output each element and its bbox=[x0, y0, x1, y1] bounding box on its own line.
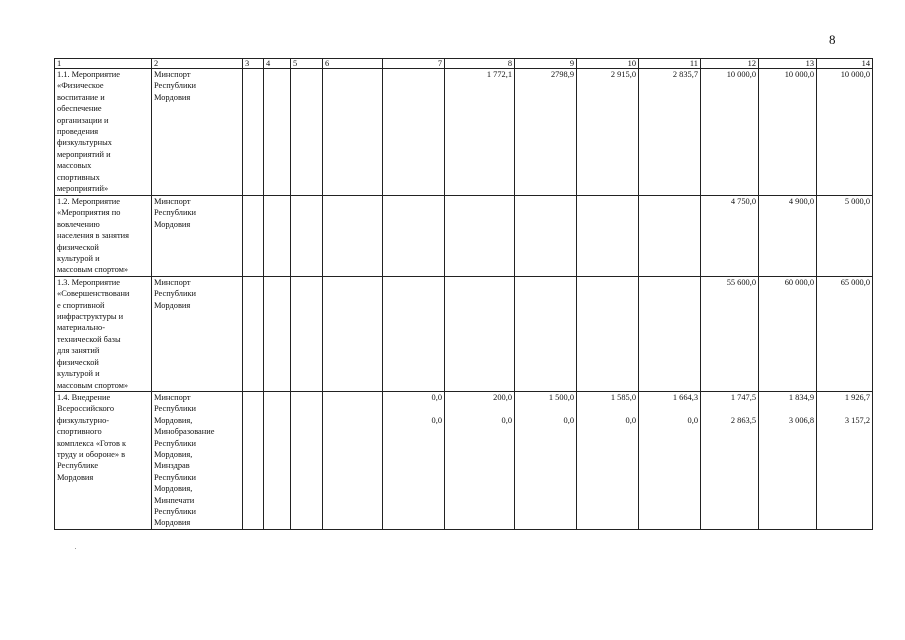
funding-value: 2 915,0 bbox=[610, 70, 636, 79]
executor-line: Минобразование bbox=[154, 427, 215, 437]
column-header-2: 2 bbox=[152, 59, 243, 69]
funding-value: 4 750,0 bbox=[730, 197, 756, 206]
funding-value: 1 772,1 bbox=[486, 70, 512, 79]
funding-value-secondary: 0,0 bbox=[687, 416, 698, 426]
measure-name-line: физкультурных bbox=[57, 138, 112, 148]
column-header-3: 3 bbox=[243, 59, 264, 69]
value-cell-col-7 bbox=[383, 69, 445, 196]
measure-name-line: инфраструктуры и bbox=[57, 312, 124, 322]
measure-name-line: комплекса «Готов к bbox=[57, 438, 127, 448]
value-cell-col-8 bbox=[445, 69, 515, 196]
value-cell-col-9 bbox=[515, 196, 577, 277]
measure-name-line: «Физическое bbox=[57, 81, 104, 91]
column-header-13: 13 bbox=[759, 59, 817, 69]
value-cell-col-4 bbox=[264, 69, 291, 196]
speck-mark bbox=[75, 548, 76, 549]
column-header-14: 14 bbox=[817, 59, 873, 69]
measure-name-line: массовым спортом» bbox=[57, 380, 129, 390]
measure-name-line: массовых bbox=[57, 161, 92, 171]
measure-name-cell bbox=[55, 196, 152, 277]
column-header-8: 8 bbox=[445, 59, 515, 69]
page-number: 8 bbox=[829, 32, 836, 47]
executor-line: Республики bbox=[154, 404, 197, 414]
value-cell-col-10 bbox=[577, 391, 639, 529]
value-cell-col-4 bbox=[264, 276, 291, 391]
value-cell-col-11 bbox=[639, 196, 701, 277]
value-cell-col-8 bbox=[445, 391, 515, 529]
value-cell-col-14 bbox=[817, 196, 873, 277]
funding-value: 55 600,0 bbox=[726, 277, 756, 287]
funding-value: 2798,9 bbox=[550, 70, 574, 79]
value-cell-col-5 bbox=[291, 276, 323, 391]
value-cell-col-6 bbox=[323, 196, 383, 277]
executor-line: Мордовия, bbox=[154, 484, 193, 494]
executor-line: Минспорт bbox=[154, 277, 191, 287]
executor-line: Мордовия, bbox=[154, 449, 193, 459]
funding-value: 1 834,9 bbox=[788, 392, 814, 402]
column-header-9: 9 bbox=[515, 59, 577, 69]
measure-name-line: обеспечение bbox=[57, 104, 102, 114]
funding-value-secondary: 0,0 bbox=[563, 416, 574, 426]
measure-name-line: мероприятий» bbox=[57, 184, 109, 194]
value-cell-col-11 bbox=[639, 276, 701, 391]
funding-value: 2 835,7 bbox=[672, 70, 698, 79]
measure-name-line: мероприятий и bbox=[57, 149, 111, 159]
measure-name-line: проведения bbox=[57, 127, 99, 137]
executor-line: Мордовия bbox=[154, 92, 191, 102]
value-cell-col-6 bbox=[323, 276, 383, 391]
measure-name-line: для занятий bbox=[57, 346, 100, 356]
measure-name-cell bbox=[55, 276, 152, 391]
executor-cell bbox=[152, 196, 243, 277]
table-row bbox=[55, 391, 873, 529]
funding-value: 1 664,3 bbox=[672, 392, 698, 402]
measure-name-line: массовым спортом» bbox=[57, 265, 129, 275]
value-cell-col-6 bbox=[323, 391, 383, 529]
executor-line: Минпечати bbox=[154, 495, 195, 505]
funding-value: 10 000,0 bbox=[840, 70, 870, 79]
measure-name-line: спортивных bbox=[57, 172, 100, 182]
column-header-1: 1 bbox=[55, 59, 152, 69]
measure-name-line: 1.2. Мероприятие bbox=[57, 197, 120, 206]
measure-name-line: спортивного bbox=[57, 427, 102, 437]
funding-value-secondary: 0,0 bbox=[501, 416, 512, 426]
value-cell-col-3 bbox=[243, 391, 264, 529]
value-cell-col-10 bbox=[577, 69, 639, 196]
measure-name-line: культурой и bbox=[57, 369, 100, 379]
value-cell-col-10 bbox=[577, 196, 639, 277]
executor-line: Минздрав bbox=[154, 461, 190, 471]
column-header-6: 6 bbox=[323, 59, 383, 69]
measure-name-cell bbox=[55, 69, 152, 196]
value-cell-col-12 bbox=[701, 391, 759, 529]
value-cell-col-12 bbox=[701, 69, 759, 196]
executor-line: Минспорт bbox=[154, 197, 191, 206]
value-cell-col-4 bbox=[264, 391, 291, 529]
measure-name-line: организации и bbox=[57, 115, 109, 125]
executor-cell bbox=[152, 69, 243, 196]
executor-cell bbox=[152, 391, 243, 529]
value-cell-col-11 bbox=[639, 391, 701, 529]
value-cell-col-3 bbox=[243, 276, 264, 391]
value-cell-col-13 bbox=[759, 391, 817, 529]
value-cell-col-9 bbox=[515, 276, 577, 391]
funding-value: 10 000,0 bbox=[784, 70, 814, 79]
funding-value: 200,0 bbox=[493, 392, 512, 402]
executor-line: Минспорт bbox=[154, 392, 191, 402]
value-cell-col-12 bbox=[701, 276, 759, 391]
value-cell-col-9 bbox=[515, 69, 577, 196]
measure-name-line: материально- bbox=[57, 323, 106, 333]
value-cell-col-14 bbox=[817, 276, 873, 391]
value-cell-col-5 bbox=[291, 196, 323, 277]
executor-line: Мордовия bbox=[154, 219, 191, 229]
executor-line: Республики bbox=[154, 208, 197, 218]
measure-name-line: вовлечению bbox=[57, 219, 100, 229]
measure-name-line: е спортивной bbox=[57, 300, 105, 310]
measure-name-line: «Совершенствовани bbox=[57, 289, 130, 299]
column-header-4: 4 bbox=[264, 59, 291, 69]
measure-name-line: Всероссийского bbox=[57, 404, 115, 414]
measure-name-line: воспитание и bbox=[57, 92, 105, 102]
value-cell-col-7 bbox=[383, 276, 445, 391]
measure-name-line: физической bbox=[57, 242, 99, 252]
column-header-11: 11 bbox=[639, 59, 701, 69]
value-cell-col-7 bbox=[383, 391, 445, 529]
value-cell-col-11 bbox=[639, 69, 701, 196]
measure-name-line: труду и обороне» в bbox=[57, 449, 126, 459]
value-cell-col-10 bbox=[577, 276, 639, 391]
executor-line: Республики bbox=[154, 506, 197, 516]
measure-name-line: технической базы bbox=[57, 334, 121, 344]
funding-value: 0,0 bbox=[431, 392, 442, 402]
measure-name-cell bbox=[55, 391, 152, 529]
table-row bbox=[55, 69, 873, 196]
value-cell-col-13 bbox=[759, 69, 817, 196]
table-row bbox=[55, 276, 873, 391]
funding-value: 1 585,0 bbox=[610, 392, 636, 402]
budget-table bbox=[54, 58, 873, 530]
funding-value-secondary: 0,0 bbox=[431, 416, 442, 426]
column-header-10: 10 bbox=[577, 59, 639, 69]
value-cell-col-5 bbox=[291, 391, 323, 529]
measure-name-line: физкультурно- bbox=[57, 415, 110, 425]
executor-line: Республики bbox=[154, 472, 197, 482]
funding-value-secondary: 3 157,2 bbox=[844, 416, 870, 426]
value-cell-col-8 bbox=[445, 196, 515, 277]
funding-value: 1 926,7 bbox=[844, 392, 870, 402]
measure-name-line: Мордовия bbox=[57, 472, 94, 482]
executor-line: Республики bbox=[154, 81, 197, 91]
value-cell-col-3 bbox=[243, 196, 264, 277]
value-cell-col-4 bbox=[264, 196, 291, 277]
value-cell-col-14 bbox=[817, 69, 873, 196]
value-cell-col-5 bbox=[291, 69, 323, 196]
executor-line: Мордовия bbox=[154, 518, 191, 528]
funding-value: 60 000,0 bbox=[784, 277, 814, 287]
table-row bbox=[55, 196, 873, 277]
value-cell-col-6 bbox=[323, 69, 383, 196]
column-header-7: 7 bbox=[383, 59, 445, 69]
value-cell-col-9 bbox=[515, 391, 577, 529]
value-cell-col-13 bbox=[759, 196, 817, 277]
executor-line: Республики bbox=[154, 289, 197, 299]
executor-line: Минспорт bbox=[154, 70, 191, 79]
executor-line: Мордовия, bbox=[154, 415, 193, 425]
executor-line: Мордовия bbox=[154, 300, 191, 310]
value-cell-col-12 bbox=[701, 196, 759, 277]
measure-name-line: населения в занятия bbox=[57, 231, 129, 241]
funding-value: 4 900,0 bbox=[788, 197, 814, 206]
funding-value: 1 747,5 bbox=[730, 392, 756, 402]
measure-name-line: физической bbox=[57, 357, 99, 367]
measure-name-line: 1.1. Мероприятие bbox=[57, 70, 120, 79]
funding-value: 5 000,0 bbox=[844, 197, 870, 206]
funding-value: 10 000,0 bbox=[726, 70, 756, 79]
value-cell-col-13 bbox=[759, 276, 817, 391]
column-header-12: 12 bbox=[701, 59, 759, 69]
header-row bbox=[55, 59, 873, 69]
measure-name-line: культурой и bbox=[57, 254, 100, 264]
funding-value-secondary: 3 006,8 bbox=[788, 416, 814, 426]
value-cell-col-3 bbox=[243, 69, 264, 196]
funding-value-secondary: 0,0 bbox=[625, 416, 636, 426]
executor-cell bbox=[152, 276, 243, 391]
funding-value: 1 500,0 bbox=[548, 392, 574, 402]
executor-line: Республики bbox=[154, 438, 197, 448]
measure-name-line: 1.4. Внедрение bbox=[57, 392, 111, 402]
value-cell-col-8 bbox=[445, 276, 515, 391]
funding-value: 65 000,0 bbox=[840, 277, 870, 287]
measure-name-line: Республике bbox=[57, 461, 99, 471]
value-cell-col-7 bbox=[383, 196, 445, 277]
value-cell-col-14 bbox=[817, 391, 873, 529]
column-header-5: 5 bbox=[291, 59, 323, 69]
measure-name-line: «Мероприятия по bbox=[57, 208, 121, 218]
funding-value-secondary: 2 863,5 bbox=[730, 416, 756, 426]
measure-name-line: 1.3. Мероприятие bbox=[57, 277, 120, 287]
